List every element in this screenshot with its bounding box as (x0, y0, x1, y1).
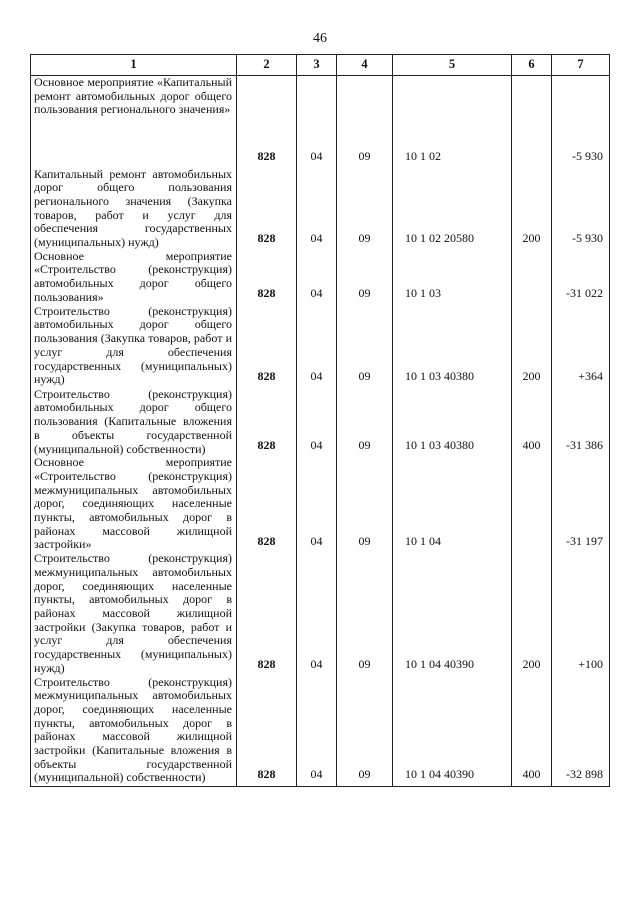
row-name: Основное мероприятие «Строительство (реконструкция) автомобильных дорог общего пользования» (31, 250, 237, 305)
row-cs: 10 1 03 40380 (393, 388, 512, 457)
budget-table (30, 54, 610, 787)
col-header-ks: 2 (237, 55, 297, 76)
row-cs: 10 1 04 (393, 456, 512, 552)
table-row (31, 388, 610, 457)
row-cs: 10 1 03 40380 (393, 305, 512, 388)
row-sum: +364 (552, 305, 610, 388)
table-row (31, 305, 610, 388)
row-cs: 10 1 02 (393, 76, 512, 168)
row-name: Капитальный ремонт автомобильных дорог общего пользования регионального значения (Закупка товаров, работ и услуг для обеспечения государственных (муниципальных) нужд) (31, 168, 237, 250)
row-ks: 828 (237, 676, 297, 787)
col-header-rz: 3 (297, 55, 337, 76)
row-cs: 10 1 04 40390 (393, 676, 512, 787)
row-vr: 400 (512, 676, 552, 787)
row-sum: +100 (552, 552, 610, 675)
row-ks: 828 (237, 552, 297, 675)
row-vr: 200 (512, 168, 552, 250)
row-sum: -5 930 (552, 168, 610, 250)
row-pr: 09 (337, 76, 393, 168)
table-row (31, 552, 610, 675)
row-sum: -31 386 (552, 388, 610, 457)
row-vr: 200 (512, 305, 552, 388)
row-vr: 400 (512, 388, 552, 457)
row-name: Строительство (реконструкция) автомобильных дорог общего пользования (Капитальные вложения в объекты государственной (муниципальной) собственности) (31, 388, 237, 457)
row-rz: 04 (297, 305, 337, 388)
row-rz: 04 (297, 388, 337, 457)
row-rz: 04 (297, 456, 337, 552)
row-vr (512, 250, 552, 305)
row-rz: 04 (297, 552, 337, 675)
row-rz: 04 (297, 676, 337, 787)
row-cs: 10 1 02 20580 (393, 168, 512, 250)
col-header-name: 1 (31, 55, 237, 76)
row-vr (512, 76, 552, 168)
row-sum: -32 898 (552, 676, 610, 787)
row-vr (512, 456, 552, 552)
row-name: Строительство (реконструкция) межмуниципальных автомобильных дорог, соединяющих населенные пункты, автомобильных дорог в районах массовой жилищной застройки (Закупка товаров, работ и услуг для обеспечения государственных (муниципальных) нужд) (31, 552, 237, 675)
row-rz: 04 (297, 250, 337, 305)
row-ks: 828 (237, 168, 297, 250)
table-row (31, 456, 610, 552)
row-pr: 09 (337, 305, 393, 388)
row-rz: 04 (297, 168, 337, 250)
row-rz: 04 (297, 76, 337, 168)
header-row (31, 55, 610, 76)
row-pr: 09 (337, 676, 393, 787)
page-number: 46 (313, 31, 327, 46)
table-row (31, 250, 610, 305)
row-ks: 828 (237, 456, 297, 552)
table-row (31, 76, 610, 168)
row-name: Основное мероприятие «Капитальный ремонт автомобильных дорог общего пользования регионального значения» (31, 76, 237, 168)
row-cs: 10 1 03 (393, 250, 512, 305)
table-row (31, 168, 610, 250)
row-name: Строительство (реконструкция) автомобильных дорог общего пользования (Закупка товаров, работ и услуг для обеспечения государственных (муниципальных) нужд) (31, 305, 237, 388)
row-sum: -31 022 (552, 250, 610, 305)
row-name: Основное мероприятие «Строительство (реконструкция) межмуниципальных автомобильных дорог, соединяющих населенные пункты, автомобильных дорог в районах массовой жилищной застройки» (31, 456, 237, 552)
row-pr: 09 (337, 168, 393, 250)
row-pr: 09 (337, 552, 393, 675)
row-name: Строительство (реконструкция) межмуниципальных автомобильных дорог, соединяющих населенные пункты, автомобильных дорог в районах массовой жилищной застройки (Капитальные вложения в объекты государственной (муниципальной) собственности) (31, 676, 237, 787)
row-pr: 09 (337, 456, 393, 552)
row-pr: 09 (337, 388, 393, 457)
col-header-cs: 5 (393, 55, 512, 76)
row-vr: 200 (512, 552, 552, 675)
col-header-vr: 6 (512, 55, 552, 76)
row-ks: 828 (237, 305, 297, 388)
row-ks: 828 (237, 388, 297, 457)
col-header-pr: 4 (337, 55, 393, 76)
table-row (31, 676, 610, 787)
row-sum: -31 197 (552, 456, 610, 552)
row-ks: 828 (237, 250, 297, 305)
row-ks: 828 (237, 76, 297, 168)
row-sum: -5 930 (552, 76, 610, 168)
col-header-sum: 7 (552, 55, 610, 76)
row-pr: 09 (337, 250, 393, 305)
row-cs: 10 1 04 40390 (393, 552, 512, 675)
